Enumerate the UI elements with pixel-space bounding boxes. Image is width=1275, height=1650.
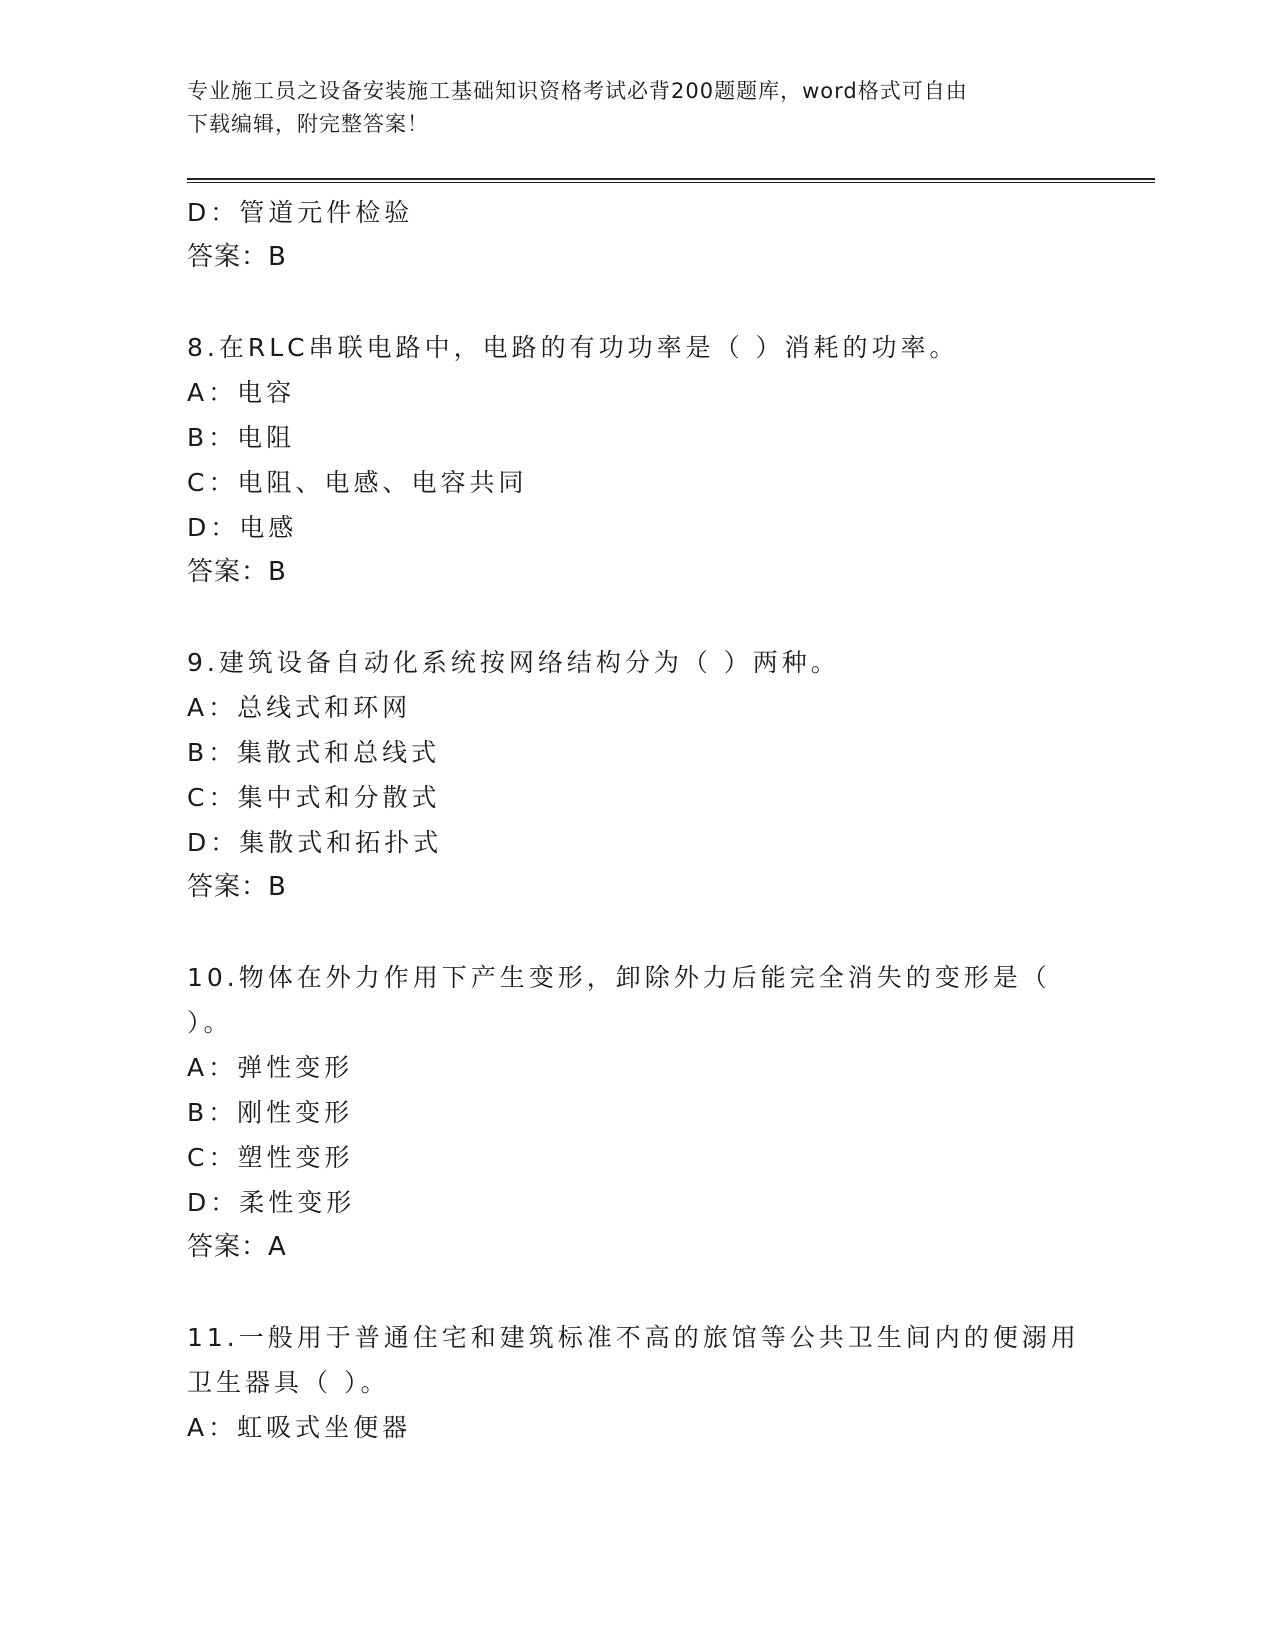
option-c: C：塑性变形 xyxy=(187,1143,354,1172)
question-stem-line-2: ）。 xyxy=(187,1008,233,1037)
question-10 xyxy=(187,955,1067,1270)
question-8 xyxy=(187,325,1067,595)
answer-line: 答案：B xyxy=(187,242,287,272)
option-a: A：弹性变形 xyxy=(187,1053,354,1082)
answer-line: 答案：B xyxy=(187,872,287,902)
option-b: B：集散式和总线式 xyxy=(187,738,441,767)
option-d: D：电感 xyxy=(187,513,298,542)
document-header xyxy=(187,75,1067,141)
option-a: A：电容 xyxy=(187,378,296,407)
question-stem: 9.建筑设备自动化系统按网络结构分为（ ）两种。 xyxy=(187,648,840,677)
header-title-line-2: 下载编辑，附完整答案！ xyxy=(187,112,429,136)
option-c: C：集中式和分散式 xyxy=(187,783,441,812)
question-9 xyxy=(187,640,1067,910)
question-stem: 8.在RLC串联电路中，电路的有功功率是（ ）消耗的功率。 xyxy=(187,333,959,362)
question-stem-line-2: 卫生器具（ ）。 xyxy=(187,1368,390,1397)
question-stem-line-1: 10.物体在外力作用下产生变形，卸除外力后能完全消失的变形是（ xyxy=(187,963,1051,992)
option-d: D：管道元件检验 xyxy=(187,198,414,227)
header-divider-top xyxy=(187,178,1155,180)
option-a: A：总线式和环网 xyxy=(187,693,412,722)
question-11 xyxy=(187,1315,1080,1450)
answer-line: 答案：B xyxy=(187,557,287,587)
option-b: B：电阻 xyxy=(187,423,296,452)
option-b: B：刚性变形 xyxy=(187,1098,354,1127)
option-c: C：电阻、电感、电容共同 xyxy=(187,468,528,497)
answer-line: 答案：A xyxy=(187,1232,287,1262)
question-list xyxy=(187,190,1080,1450)
header-title-line-1: 专业施工员之设备安装施工基础知识资格考试必背200题题库，word格式可自由 xyxy=(187,79,968,103)
question-stem-line-1: 11.一般用于普通住宅和建筑标准不高的旅馆等公共卫生间内的便溺用 xyxy=(187,1323,1080,1352)
previous-question-fragment xyxy=(187,190,1067,280)
header-divider-bottom xyxy=(187,182,1155,183)
option-d: D：柔性变形 xyxy=(187,1188,356,1217)
option-d: D：集散式和拓扑式 xyxy=(187,828,443,857)
option-a: A：虹吸式坐便器 xyxy=(187,1413,412,1442)
